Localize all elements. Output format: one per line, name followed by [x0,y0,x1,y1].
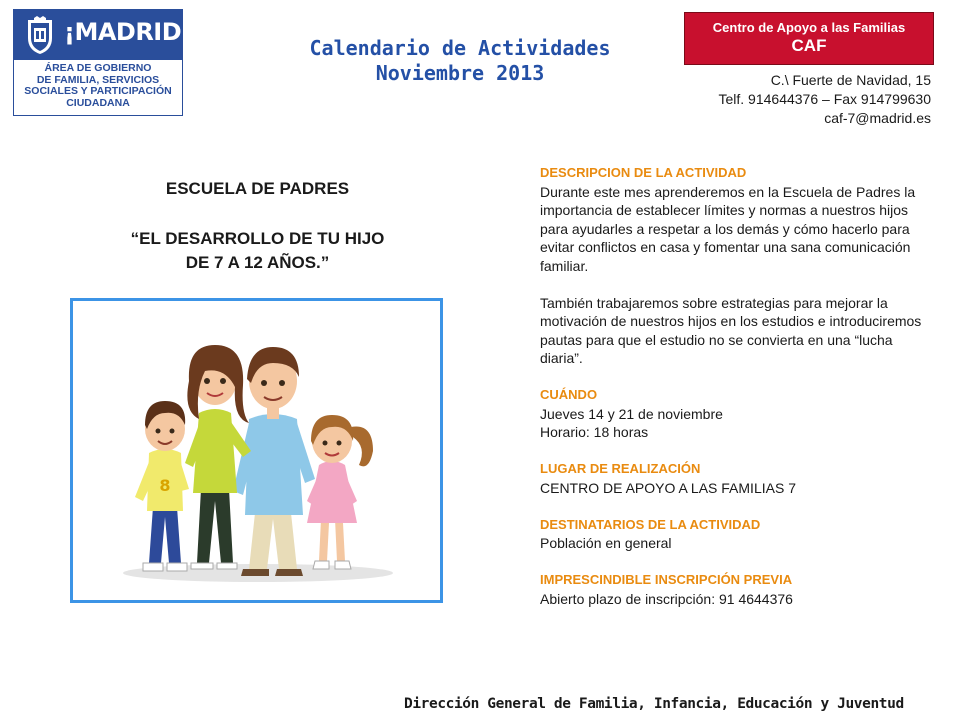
registration-label: IMPRESCINDIBLE INSCRIPCIÓN PREVIA [540,572,793,587]
spacer [540,497,935,516]
family-illustration [70,298,443,603]
audience-value: Población en general [540,535,672,551]
logo-madrid-text: ¡MADRID! [64,18,192,46]
footer-text: Dirección General de Familia, Infancia, Educación y Juventud [404,696,904,712]
caf-abbreviation: CAF [791,36,827,55]
registration-value: Abierto plazo de inscripción: 91 4644376 [540,590,793,607]
svg-text:8: 8 [159,476,171,495]
activity-subtitle-line-2: DE 7 A 12 AÑOS.” [185,253,330,272]
spacer [540,275,935,294]
spacer [540,442,935,461]
caf-badge [684,12,934,65]
when-dates: Jueves 14 y 21 de noviembre [540,405,723,422]
caf-email: caf-7@madrid.es [824,110,931,126]
caf-phone: Telf. 914644376 – Fax 914799630 [718,91,931,107]
activity-details [540,164,935,608]
title-line-2: Noviembre 2013 [375,61,545,85]
caf-address: C.\ Fuerte de Navidad, 15 [770,72,931,88]
when-time: Horario: 18 horas [540,424,649,440]
caf-contact-block [718,71,931,128]
title-line-1: Calendario de Actividades [309,36,611,60]
spacer [540,553,935,572]
family-icon [73,301,440,600]
description-paragraph-2: También trabajaremos sobre estrategias para mejorar la motivación de nuestros hijos en los estudios e introduciremos pautas para que el estudio no se convierta en una “lucha diaria”. [540,294,922,366]
logo-banner [14,10,192,60]
madrid-logo [13,9,192,116]
page-title [260,36,660,86]
activity-subtitle-line-1: “EL DESARROLLO DE TU HIJO [130,229,385,248]
audience-label: DESTINATARIOS DE LA ACTIVIDAD [540,516,761,532]
place-label: LUGAR DE REALIZACIÓN [540,461,701,476]
place-value: CENTRO DE APOYO A LAS FAMILIAS 7 [540,479,796,496]
description-paragraph-1: Durante este mes aprenderemos en la Escuela de Padres la importancia de establecer límites y normas a nuestros hijos para ayudarles a respetar a los demás y cómo hacerlo para evitar conflictos en casa y fomentar una sana comunicación familiar. [540,183,916,274]
logo-area-text: ÁREA DE GOBIERNO DE FAMILIA, SERVICIOS SOCIALES Y PARTICIPACIÓN CIUDADANA [24,62,172,109]
activity-heading: ESCUELA DE PADRES [165,179,350,198]
when-label: CUÁNDO [540,387,598,402]
description-label: DESCRIPCION DE LA ACTIVIDAD [540,165,747,180]
activity-subtitle [70,227,445,275]
spacer [540,368,935,387]
caf-name: Centro de Apoyo a las Familias [712,20,906,35]
madrid-crest-icon [22,16,58,56]
